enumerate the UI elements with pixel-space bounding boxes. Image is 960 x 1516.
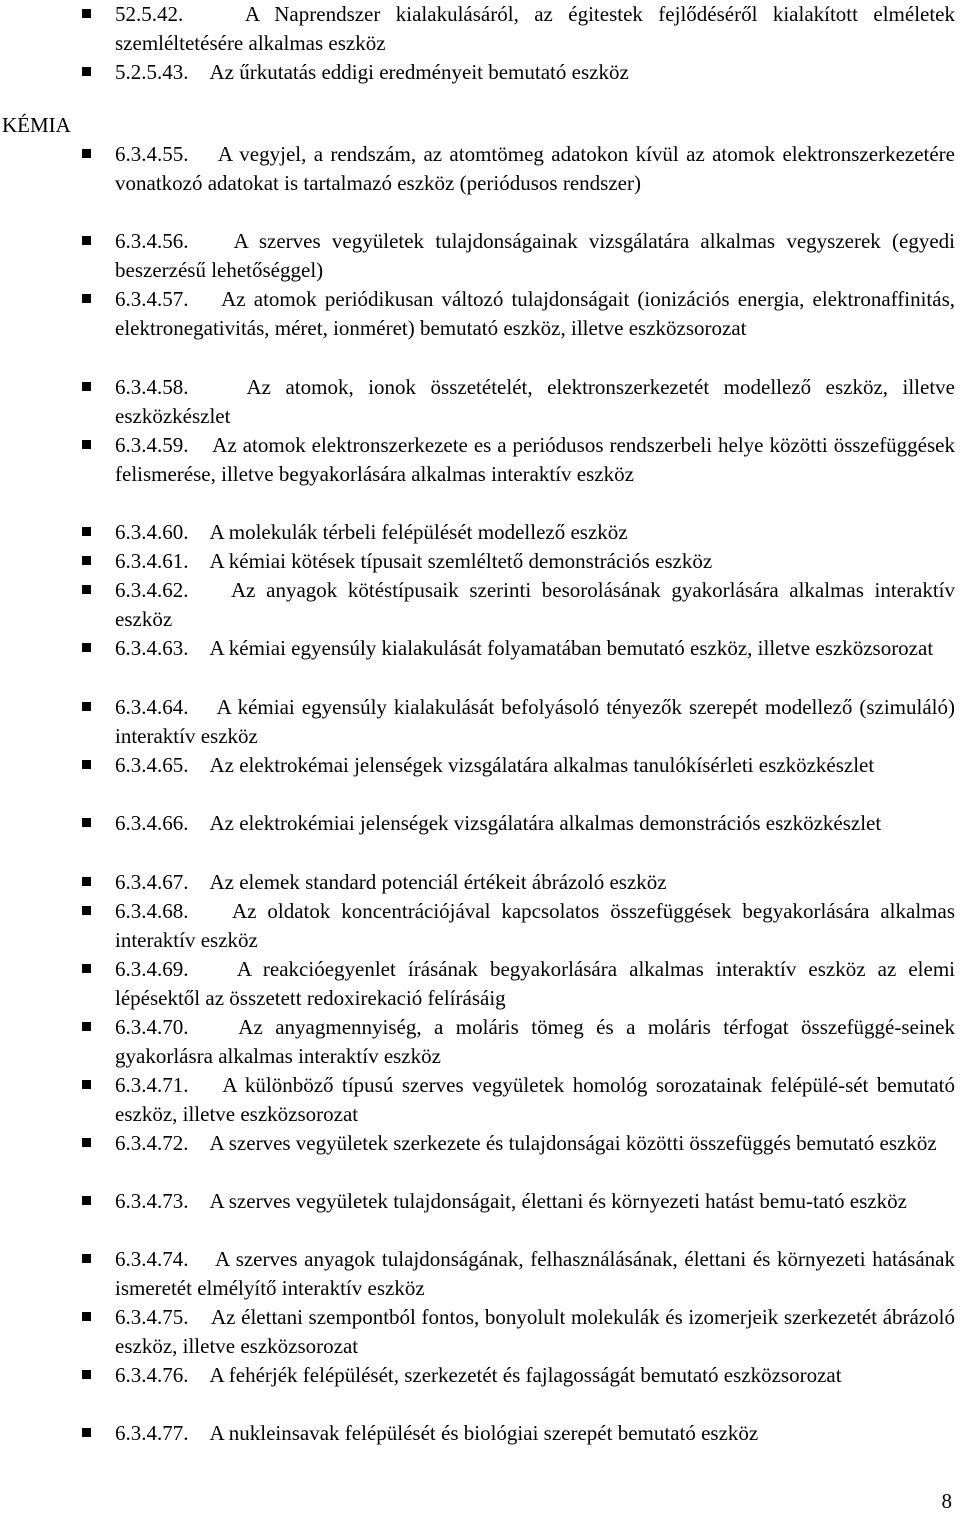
- item-number: 6.3.4.60.: [115, 520, 189, 544]
- item-text: Az oldatok koncentrációjával kapcsolatos összefüggések begyakorlására alkalmas interaktív eszköz: [115, 899, 955, 953]
- list-item: [82, 897, 955, 955]
- bullet-icon: [82, 382, 91, 391]
- list-item: [82, 140, 955, 198]
- item-text: A nukleinsavak felépülését és biológiai szerepét bemutató eszköz: [209, 1421, 759, 1445]
- bullet-icon: [82, 643, 91, 652]
- bullet-icon: [82, 67, 91, 76]
- bullet-icon: [82, 877, 91, 886]
- bullet-icon: [82, 527, 91, 536]
- bullet-icon: [82, 585, 91, 594]
- bullet-icon: [82, 702, 91, 711]
- list-item: [82, 955, 955, 1013]
- item-text: A vegyjel, a rendszám, az atomtömeg adatokon kívül az atomok elektronszerkezetére vonatkozó adatokat is tartalmazó eszköz (periódusos rendszer): [115, 142, 956, 196]
- list-item: [82, 576, 955, 634]
- list-item: [82, 373, 955, 431]
- item-text: Az elektrokémai jelenségek vizsgálatára alkalmas tanulókísérleti eszközkészlet: [209, 753, 875, 777]
- list-item: [82, 285, 955, 343]
- item-text: A kémiai egyensúly kialakulását folyamatában bemutató eszköz, illetve eszközsorozat: [209, 636, 934, 660]
- item-number: 6.3.4.68.: [115, 899, 189, 923]
- item-text: A szerves vegyületek szerkezete és tulajdonságai közötti összefüggés bemutató eszköz: [209, 1131, 937, 1155]
- list-item: [82, 634, 955, 663]
- bullet-icon: [82, 440, 91, 449]
- item-text: Az atomok periódikusan változó tulajdonságait (ionizációs energia, elektronaffinitás, elektronegativitás, méret, ionméret) bemutató eszköz, illetve eszközsorozat: [115, 287, 956, 341]
- bullet-icon: [82, 9, 91, 18]
- item-text: A Naprendszer kialakulásáról, az égitestek fejlődéséről kialakított elméletek szemléltetésére alkalmas eszköz: [115, 2, 955, 56]
- bullet-icon: [82, 1370, 91, 1379]
- item-text: Az űrkutatás eddigi eredményeit bemutató eszköz: [209, 60, 629, 84]
- item-number: 6.3.4.67.: [115, 870, 189, 894]
- bullet-icon: [82, 1312, 91, 1321]
- list-item: [82, 1071, 955, 1129]
- list-item: [82, 431, 955, 489]
- list-item: [82, 1245, 955, 1303]
- bullet-icon: [82, 1196, 91, 1205]
- item-number: 6.3.4.69.: [115, 957, 189, 981]
- bullet-icon: [82, 906, 91, 915]
- bullet-icon: [82, 1022, 91, 1031]
- bullet-icon: [82, 1254, 91, 1263]
- item-text: A kémiai kötések típusait szemléltető demonstrációs eszköz: [209, 549, 713, 573]
- bullet-icon: [82, 1080, 91, 1089]
- list-item: [82, 0, 955, 58]
- list-item: [82, 751, 955, 780]
- item-number: 6.3.4.57.: [115, 287, 189, 311]
- list-item: [82, 809, 955, 838]
- item-text: A reakcióegyenlet írásának begyakorlására alkalmas interaktív eszköz az elemi lépésektől az összetett redoxirekació felírásáig: [115, 957, 955, 1011]
- item-text: A szerves vegyületek tulajdonságainak vizsgálatára alkalmas vegyszerek (egyedi beszerzésű lehetőséggel): [115, 229, 956, 283]
- item-text: A fehérjék felépülését, szerkezetét és fajlagosságát bemutató eszközsorozat: [209, 1363, 842, 1387]
- item-number: 6.3.4.59.: [115, 433, 189, 457]
- item-text: A szerves anyagok tulajdonságának, felhasználásának, élettani és környezeti hatásának ismeretét elmélyítő interaktív eszköz: [115, 1247, 955, 1301]
- item-number: 6.3.4.74.: [115, 1247, 189, 1271]
- item-number: 6.3.4.76.: [115, 1363, 189, 1387]
- item-number: 6.3.4.71.: [115, 1073, 189, 1097]
- bullet-icon: [82, 964, 91, 973]
- item-text: Az anyagmennyiség, a moláris tömeg és a moláris térfogat összefüggé-seinek gyakorlásra alkalmas interaktív eszköz: [115, 1015, 955, 1069]
- list-item: [82, 1303, 955, 1361]
- item-text: Az elektrokémiai jelenségek vizsgálatára alkalmas demonstrációs eszközkészlet: [209, 811, 882, 835]
- item-number: 6.3.4.75.: [115, 1305, 189, 1329]
- page-number: 8: [941, 1489, 952, 1513]
- bullet-icon: [82, 556, 91, 565]
- list-item: [82, 1129, 955, 1158]
- list-item: [82, 1361, 955, 1390]
- bullet-icon: [82, 149, 91, 158]
- item-number: 6.3.4.61.: [115, 549, 189, 573]
- item-number: 5.2.5.43.: [115, 60, 189, 84]
- item-text: A szerves vegyületek tulajdonságait, élettani és környezeti hatást bemu-tató eszköz: [209, 1189, 907, 1213]
- item-number: 6.3.4.55.: [115, 142, 189, 166]
- bullet-icon: [82, 294, 91, 303]
- bullet-icon: [82, 1138, 91, 1147]
- item-number: 6.3.4.66.: [115, 811, 189, 835]
- bullet-icon: [82, 1428, 91, 1437]
- list-item: [82, 1013, 955, 1071]
- item-text: Az atomok, ionok összetételét, elektronszerkezetét modellező eszköz, illetve eszközkészlet: [115, 375, 955, 429]
- item-number: 6.3.4.62.: [115, 578, 189, 602]
- item-text: Az atomok elektronszerkezete es a periódusos rendszerbeli helye közötti összefüggések felismerése, illetve begyakorlására alkalmas interaktív eszköz: [115, 433, 955, 487]
- item-number: 6.3.4.64.: [115, 695, 189, 719]
- item-number: 6.3.4.72.: [115, 1131, 189, 1155]
- list-item: [82, 58, 955, 87]
- item-text: Az anyagok kötéstípusaik szerinti besorolásának gyakorlására alkalmas interaktív eszköz: [115, 578, 956, 632]
- item-number: 6.3.4.65.: [115, 753, 189, 777]
- item-text: A kémiai egyensúly kialakulását befolyásoló tényezők szerepét modellező (szimuláló) interaktív eszköz: [115, 695, 955, 749]
- item-text: A különböző típusú szerves vegyületek homológ sorozatainak felépülé-sét bemutató eszköz, illetve eszközsorozat: [115, 1073, 956, 1127]
- list-item: [82, 547, 955, 576]
- bullet-icon: [82, 818, 91, 827]
- list-item: [82, 1419, 955, 1448]
- list-item: [82, 518, 955, 547]
- item-number: 6.3.4.77.: [115, 1421, 189, 1445]
- item-text: A molekulák térbeli felépülését modellező eszköz: [209, 520, 628, 544]
- item-number: 6.3.4.58.: [115, 375, 189, 399]
- section-title: KÉMIA: [2, 113, 71, 137]
- item-number: 6.3.4.70.: [115, 1015, 189, 1039]
- item-number: 6.3.4.63.: [115, 636, 189, 660]
- list-item: [82, 227, 955, 285]
- list-item: [82, 693, 955, 751]
- item-number: 52.5.42.: [115, 2, 184, 26]
- bullet-icon: [82, 236, 91, 245]
- list-item: [82, 868, 955, 897]
- item-number: 6.3.4.56.: [115, 229, 189, 253]
- item-text: Az élettani szempontból fontos, bonyolult molekulák és izomerjeik szerkezetét ábrázoló eszköz, illetve eszközsorozat: [115, 1305, 956, 1359]
- item-text: Az elemek standard potenciál értékeit ábrázoló eszköz: [209, 870, 667, 894]
- item-number: 6.3.4.73.: [115, 1189, 189, 1213]
- list-item: [82, 1187, 955, 1216]
- bullet-icon: [82, 760, 91, 769]
